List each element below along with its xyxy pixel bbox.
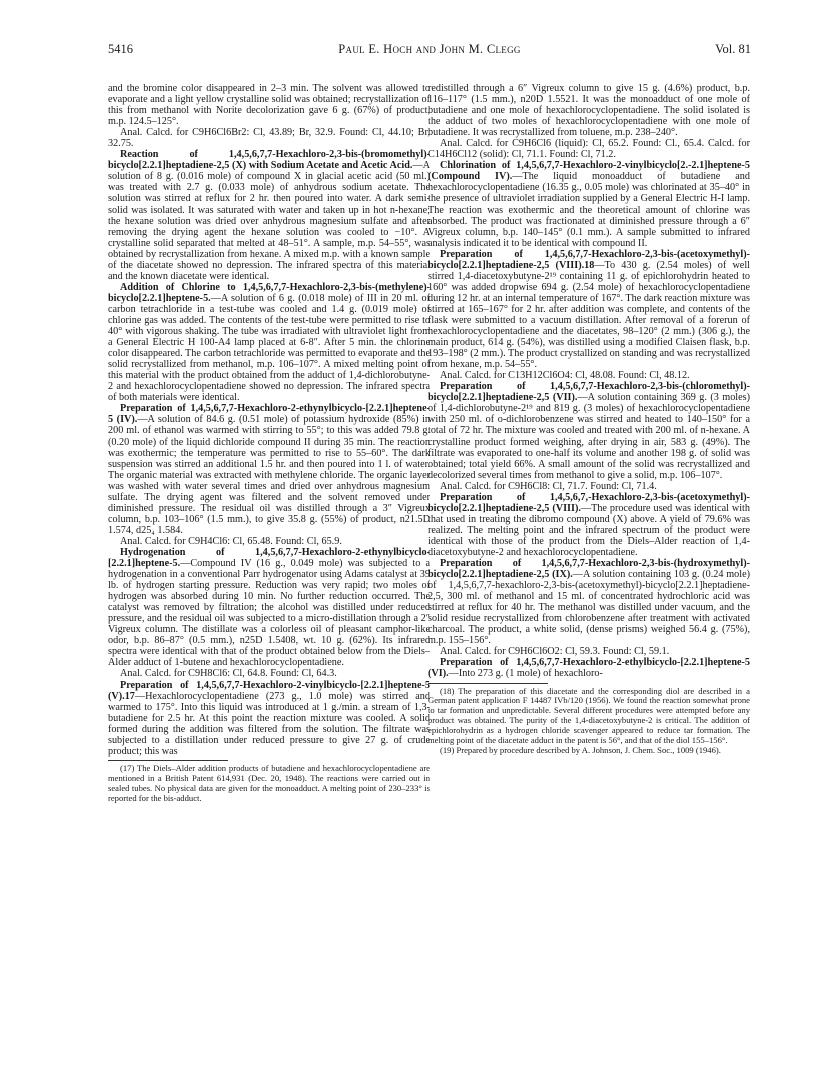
paragraph — [108, 83, 430, 127]
paragraph — [428, 249, 750, 371]
right-column — [428, 83, 750, 756]
paragraph-text: Anal. Calcd. for C9H6Cl6 (liquid): Cl, 65.2. Found: Cl., 65.4. Calcd. for C14H6Cl12 (solid): Cl, 71.1. Found: Cl, 71.2. — [428, 138, 750, 161]
paragraph — [428, 160, 750, 248]
paragraph-text: —The procedure used was identical with that used in treating the dibromo compound (X) above. A yield of 79.6% was realized. The melting point and the infrared spectrum of the product were identical with those of the product from the Diels–Alder reaction of 1,4-diacetoxybutyne-2 and hexachlorocyclopentadiene. — [428, 502, 750, 558]
paragraph — [108, 149, 430, 282]
paragraph — [108, 127, 430, 149]
paragraph-text: —A solution of 8 g. (0.016 mole) of compound X in glacial acetic acid (50 ml.) was treated with 2.7 g. (0.033 mole) of anhydrous sodium acetate. The solution was stirred at reflux for 2 hr. then poured into water. A dark semi-solid was isolated. It was saturated with water and taken up in hot n-hexane; the hexane solution was dried over anhydrous magnesium sulfate and after removing the drying agent the hexane solution was cooled to −10°. A crystalline solid separated that melted at 48–51°. A sample, m.p. 54–55°, was obtained by recrystallization from hexane. A mixed m.p. with a known sample of the diacetate showed no depression. The infrared spectra of this material and the known diacetate were identical. — [108, 160, 430, 282]
footnote — [428, 746, 750, 756]
paragraph — [428, 481, 750, 492]
section-run-in-heading: Preparation of 1,4,5,6,7,7-Hexachloro-2,3-bis-(hydroxymethyl)-bicyclo[2.2.1]heptadiene-2,5 (IX). — [428, 558, 750, 581]
paragraph — [428, 138, 750, 160]
paragraph — [108, 680, 430, 757]
paragraph-text: and the bromine color disappeared in 2–3 min. The solvent was allowed to evaporate and a light yellow crystalline solid was obtained; recrystallization of this from methanol with Norite decolorization gave 6 g. (67%) of product, m.p. 124.5–125°. — [108, 83, 430, 128]
paragraph — [428, 492, 750, 558]
paragraph — [428, 646, 750, 657]
paragraph — [428, 83, 750, 138]
section-run-in-heading: Preparation of 1,4,5,6,7,7-Hexachloro-2-ethynylbicyclo-[2.2.1]heptene-5 (IV). — [108, 403, 430, 426]
paragraph-text: —To 430 g. (2.54 moles) of well stirred 1,4-diacetoxybutyne-2¹⁹ containing 11 g. of epichlorohydrin heated to 160° was added dropwise 694 g. (2.54 mole) of hexachlorocyclopentadiene during 12 hr. at an internal temperature of 167°. The dark reaction mixture was stirred at 165–167° for 2 hr. after addition was complete, and contents of the flask were submitted to a vacuum distillation. After removal of a forerun of hexachlorocyclopentadiene and the diacetates, 98–120° (2 mm.) (306 g.), the main product, 614 g. (54%), was distilled using a modified Claisen flask, b.p. 193–198° (2 mm.). The product crystallized on standing and was recrystallized from hexane, m.p. 54–55°. — [428, 259, 750, 371]
paragraph — [428, 558, 750, 646]
paragraph-text: —A solution containing 103 g. (0.24 mole) of 1,4,5,6,7,7-hexachloro-2,3-bis-(acetoxymethyl)-bicyclo[2.2.1]heptadiene-2,5, 300 ml. of methanol and 15 ml. of concentrated hydrochloric acid was stirred at reflux for 40 hr. The methanol was distilled under vacuum, and the solid residue recrystallized from chlorobenzene after treatment with activated charcoal. The product, a white solid, (dense prisms) weighed 56.4 g. (75%), m.p. 155–156°. — [428, 569, 750, 647]
paragraph-text: —Hexachlorocyclopentadiene (273 g., 1.0 mole) was stirred and warmed to 175°. Into this liquid was introduced at 1 g./min. a stream of 1,3-butadiene for 2.5 hr. At this point the reaction mixture was cooled. A solid formed during the addition was filtered from the solution. The filtrate was subjected to a distillation under reduced pressure to give 27 g. of crude product; this was — [108, 690, 430, 757]
paragraph — [108, 282, 430, 404]
volume-label: Vol. 81 — [715, 42, 751, 56]
paragraph-text: —Compound IV (16 g., 0.049 mole) was subjected to a hydrogenation in a conventional Parr hydrogenator using Adams catalyst at 39 lb. of hydrogen starting pressure. Reduction was very rapid; two moles of hydrogen was absorbed during 10 min. No further reduction occurred. The catalyst was removed by filtration; the alcohol was distilled under reduced pressure, and the residual oil was subjected to a micro-distillation through a 2″ Vigreux column. The distillate was a colorless oil of pleasant camphor-like odor, b.p. 86–87° (0.5 mm.), n25D 1.5408, wt. 10 g. (62%). Its infrared spectra were identical with that of the product obtained below from the Diels–Alder adduct of 1-butene and hexachlorocyclopentadiene. — [108, 558, 430, 669]
footnote-rule — [108, 760, 228, 761]
section-run-in-heading: Hydrogenation of 1,4,5,6,7,7-Hexachloro-2-ethynylbicyclo-[2.2.1]heptene-5. — [108, 546, 430, 570]
paragraph-text: (19) Prepared by procedure described by A. Johnson, J. Chem. Soc., 1009 (1946). — [440, 744, 721, 755]
paragraph-text: Anal. Calcd. for C9H6Cl6O2: Cl, 59.3. Found: Cl, 59.1. — [440, 646, 670, 658]
section-run-in-heading: Preparation of 1,4,5,6,7,7-Hexachloro-2-vinylbicyclo-[2.2.1]heptene-5 (V).17 — [108, 679, 430, 702]
footnote — [428, 687, 750, 746]
page-number: 5416 — [108, 42, 133, 56]
footnote-rule — [428, 683, 548, 684]
footnote — [108, 764, 430, 804]
paragraph — [428, 657, 750, 679]
paragraph — [108, 668, 430, 679]
paragraph-text: Anal. Calcd. for C9H8Cl6: Cl, 64.8. Found: Cl, 64.3. — [120, 668, 337, 680]
section-run-in-heading: Preparation of 1,4,5,6,7,7-Hexachloro-2-ethylbicyclo-[2.2.1]heptene-5 (VI). — [428, 657, 750, 680]
paragraph-text: Anal. Calcd. for C9H6Cl6Br2: Cl, 43.89; Br, 32.9. Found: Cl, 44.10; Br, 32.75. — [108, 127, 430, 150]
paragraph-text: Anal. Calcd. for C9H4Cl6: Cl, 65.48. Found: Cl, 65.9. — [120, 535, 342, 547]
paragraph-text: —The liquid monoadduct of butadiene and hexachlorocyclopentadiene (16.35 g., 0.05 mole) was chlorinated at 35–40° in the presence of ultraviolet irradiation supplied by a General Electric H-I lamp. The reaction was exothermic and the theoretical amount of chlorine was absorbed. The product was fractionated at diminished pressure through a 6″ Vigreux column, b.p. 140–145° (0.1 mm.). A sample submitted to infrared analysis indicated it to be identical with compound II. — [428, 171, 750, 249]
paragraph-text: —A solution of 84.6 g. (0.51 mole) of potassium hydroxide (85%) in 200 ml. of ethanol was warmed with stirring to 55°; to this was added 79.8 g. (0.20 mole) of the liquid dichloride compound II during 35 min. The reaction was exothermic; the temperature was permitted to rise to 55–60°. The dark suspension was stirred an additional 1.5 hr. and then poured into 1 l. of water. The organic material was extracted with methylene chloride. The organic layer was washed with water several times and dried over anhydrous magnesium sulfate. The drying agent was filtered and the solvent removed under diminished pressure. The residual oil was distilled through a 3″ Vigreux column, b.p. 103–106° (1.5 mm.), to give 35.8 g. (55%) of product, n21.5D 1.574, d25₄ 1.584. — [108, 414, 431, 536]
paragraph-text: —A solution containing 369 g. (3 moles) of 1,4-dichlorobutyne-2¹⁹ and 819 g. (3 moles) of hexachlorocyclopentadiene with 250 ml. of o-dichlorobenzene was stirred and heated to 140–150° for a total of 72 hr. The mixture was cooled and treated with 200 ml. of n-hexane. A crystalline product formed weighing, after drying in air, 583 g. (49%). The filtrate was evaporated to one-half its volume and another 198 g. of solid was obtained; total yield 66%. A small amount of the solid was recrystallized and decolorized several times from methanol to give a solid, m.p. 106–107°. — [428, 392, 751, 481]
paragraph — [108, 403, 430, 536]
paragraph — [108, 536, 430, 547]
paragraph — [108, 547, 430, 669]
running-head-authors: Paul E. Hoch and John M. Clegg — [338, 42, 521, 56]
section-run-in-heading: Preparation of 1,4,5,6,7,-Hexachloro-2,3-bis-(acetoxymethyl)-bicyclo[2.2.1]heptadiene-2,5 (VIII). — [428, 491, 750, 514]
paragraph-text: (17) The Diels–Alder addition products of butadiene and hexachlorocyclopentadiene are mentioned in a British Patent 614,931 (Dec. 20, 1948). The reactions were carried out in sealed tubes. No physical data are given for the monoadduct. A melting point of 230–233° is reported for the bis-adduct. — [108, 762, 430, 803]
paragraph-text: Anal. Calcd. for C13H12Cl6O4: Cl, 48.08. Found: Cl, 48.12. — [440, 370, 690, 382]
running-header — [108, 42, 751, 62]
paragraph-text: Anal. Calcd. for C9H6Cl8: Cl, 71.7. Found: Cl, 71.4. — [440, 480, 657, 492]
section-run-in-heading: Preparation of 1,4,5,6,7,7-Hexachloro-2,3-bis-(chloromethyl)-bicyclo[2.2.1]heptadiene-2,5 (VII). — [428, 381, 750, 404]
section-run-in-heading: Reaction of 1,4,5,6,7,7-Hexachloro-2,3-bis-(bromomethyl)-bicyclo[2.2.1]heptadiene-2,5 (X) with Sodium Acetate and Acetic Acid. — [108, 149, 430, 172]
section-run-in-heading: Preparation of 1,4,5,6,7,7-Hexachloro-2,3-bis-(acetoxymethyl)-bicyclo[2.2.1]heptadiene-2,5 (VIII).18 — [428, 248, 750, 271]
paragraph — [428, 381, 750, 480]
paragraph-text: —A solution of 6 g. (0.018 mole) of III in 20 ml. of carbon tetrachloride in a test-tube was cooled and 1.4 g. (0.019 mole) of chlorine gas was added. The contents of the test-tube were permitted to rise to 40° with vigorous shaking. The tube was irradiated with ultraviolet light from a General Electric H 100-A4 lamp placed at 6-8″. After 5 min. the chlorine color disappeared. The carbon tetrachloride was permitted to evaporate and the solid recrystallized from methanol, m.p. 106–107°. A mixed melting point of this material with the product obtained from the adduct of 1,4-dichlorobutyne-2 and hexachlorocyclopentadiene showed no depression. The infrared spectra of both materials were identical. — [108, 292, 430, 404]
paragraph — [428, 370, 750, 381]
paragraph-text: (18) The preparation of this diacetate and the corresponding diol are described in a German patent application F 14487 IVb/120 (1956). We found the reaction somewhat prone to tar formation and unpredictable. Several different procedures were attempted before any product was obtained. The purity of the 1,4-diacetoxybutyne-2 is critical. The addition of epichlorohydrin as a hydrogen chloride scavenger appeared to reduce tar formation. The melting point of the diacetate adduct in the patent is 56°, and that of the diol 155–156°. — [428, 685, 750, 746]
paragraph-text: redistilled through a 6″ Vigreux column to give 15 g. (4.6%) product, b.p. 116–117° (1.5 mm.), n20D 1.5521. It was the monoadduct of one mole of butadiene and one mole of hexachlorocyclopentadiene. The solid isolated is the adduct of two moles of hexachlorocyclopentadiene with one mole of butadiene. It was recrystallized from toluene, m.p. 238–240°. — [428, 83, 750, 139]
paragraph-text: —Into 273 g. (1 mole) of hexachloro- — [448, 668, 603, 680]
left-column — [108, 83, 430, 803]
section-run-in-heading: Chlorination of 1,4,5,6,7,7-Hexachloro-2-vinylbicyclo[2.-2.1]heptene-5 (Compound IV). — [428, 160, 750, 183]
section-run-in-heading: Addition of Chlorine to 1,4,5,6,7,7-Hexachloro-2,3-bis-(methylene)-bicyclo[2.2.1]heptene-5. — [108, 281, 430, 304]
